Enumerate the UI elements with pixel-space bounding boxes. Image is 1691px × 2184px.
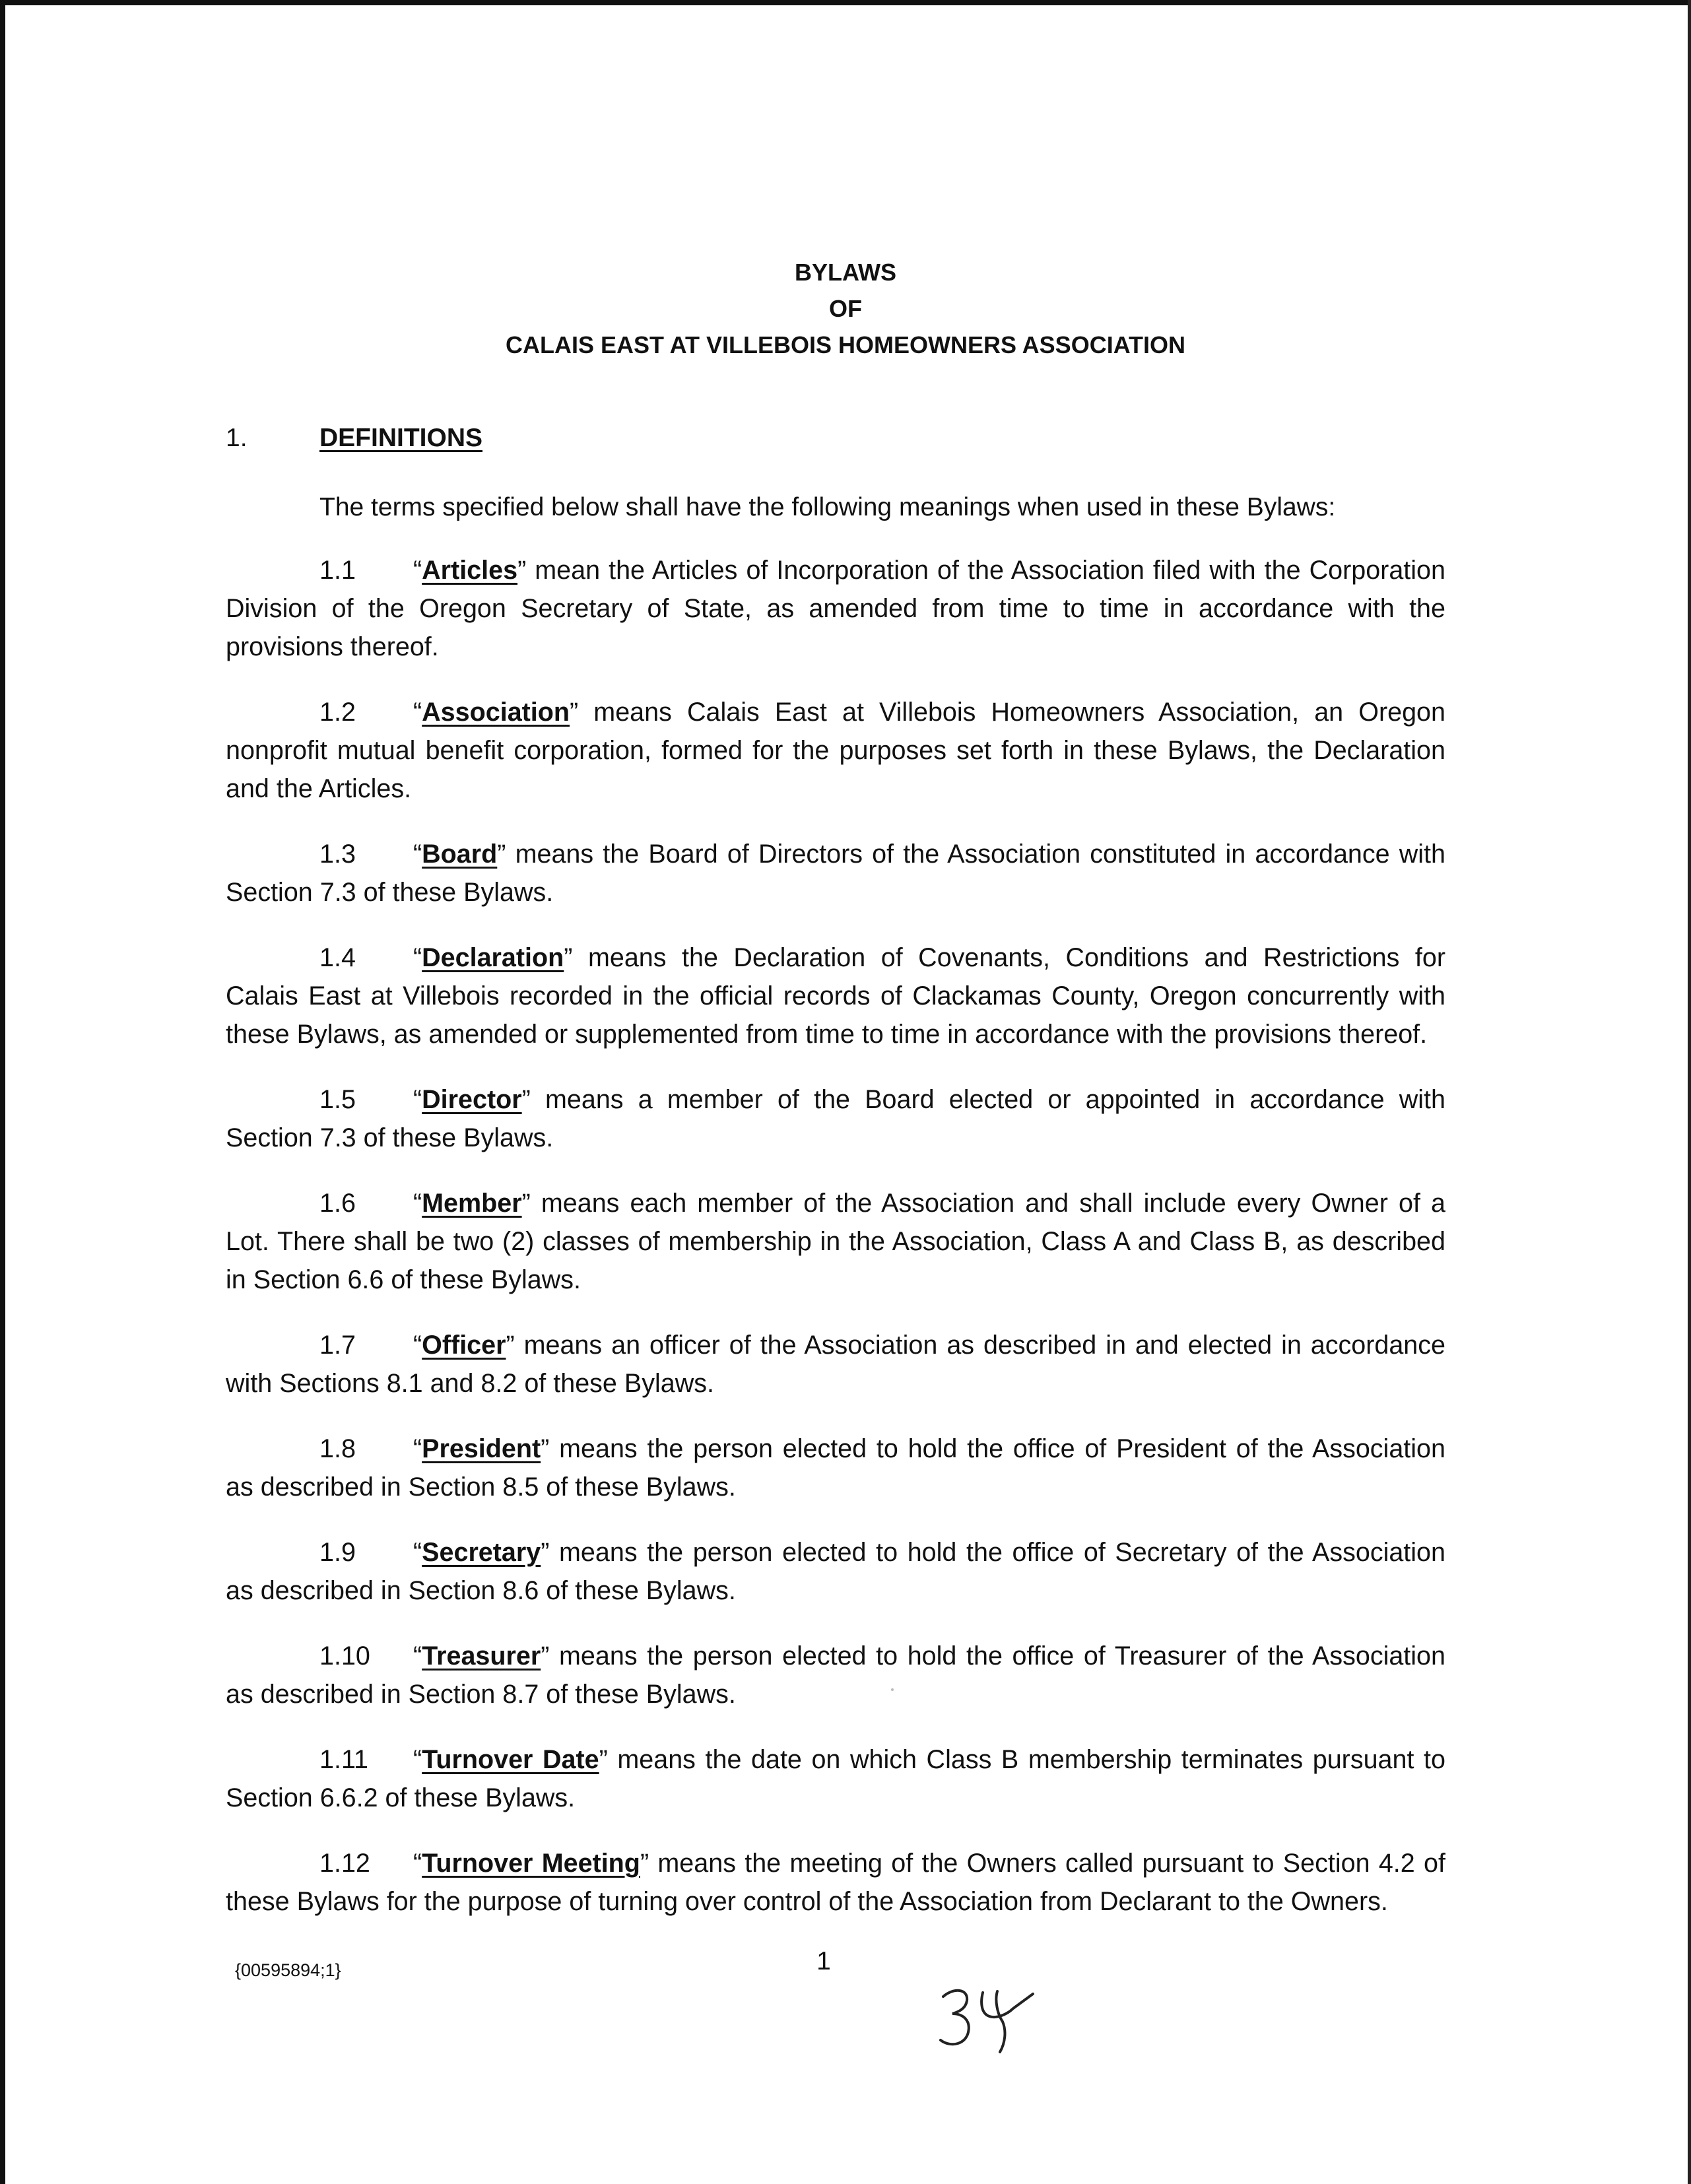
title-line-1: BYLAWS — [794, 259, 896, 286]
definition-text: ” means the date on which Class B membership terminates pursuant to Section 6.6.2 of these Bylaws. — [226, 1745, 1445, 1812]
definition-text: ” means a member of the Board elected or appointed in accordance with Section 7.3 of these Bylaws. — [226, 1085, 1445, 1152]
definition-text: ” means each member of the Association and shall include every Owner of a Lot. There shall be two (2) classes of membership in the Association, Class A and Class B, as described in Section 6.6 of these Bylaws. — [226, 1189, 1445, 1294]
definition-text: ” means the person elected to hold the office of Secretary of the Association as described in Section 8.6 of these Bylaws. — [226, 1538, 1445, 1605]
definition-number: 1.5 — [319, 1085, 356, 1114]
title-line-2: OF — [829, 295, 862, 322]
document-id: {00595894;1} — [235, 1960, 341, 1980]
intro-paragraph: The terms specified below shall have the following meanings when used in these Bylaws: — [319, 493, 1336, 521]
definition-number: 1.1 — [319, 556, 356, 585]
definition-term: Turnover Meeting — [422, 1849, 640, 1878]
definition-number: 1.8 — [319, 1434, 356, 1463]
definition-item: 1.1 “Articles” mean the Articles of Incorporation of the Association filed with the Corporation Division of the Oregon Secretary of State, as amended from time to time in accordance with the provisions thereof. — [226, 551, 1445, 666]
definition-term: Member — [422, 1189, 522, 1218]
definition-item: 1.2 “Association” means Calais East at Villebois Homeowners Association, an Oregon nonprofit mutual benefit corporation, formed for the purposes set forth in these Bylaws, the Declaration and the Articles. — [226, 693, 1445, 808]
definition-text: ” means the Board of Directors of the Association constituted in accordance with Section 7.3 of these Bylaws. — [226, 840, 1445, 907]
definition-term: Treasurer — [422, 1641, 541, 1671]
definition-term: Officer — [422, 1331, 506, 1360]
definition-item: 1.6 “Member” means each member of the Association and shall include every Owner of a Lot. There shall be two (2) classes of membership in the Association, Class A and Class B, as described in Section 6.6 of these Bylaws. — [226, 1184, 1445, 1299]
definition-term: Director — [422, 1085, 522, 1114]
definition-number: 1.9 — [319, 1538, 356, 1567]
scan-speck — [891, 1688, 894, 1691]
section-title: DEFINITIONS — [319, 424, 483, 452]
definition-number: 1.6 — [319, 1189, 356, 1218]
definition-number: 1.11 — [319, 1745, 368, 1774]
definition-term: Secretary — [422, 1538, 541, 1567]
definition-text: ” means the person elected to hold the office of Treasurer of the Association as described in Section 8.7 of these Bylaws. — [226, 1641, 1445, 1709]
definition-term: Association — [422, 698, 570, 727]
definition-text: ” mean the Articles of Incorporation of the Association filed with the Corporation Division of the Oregon Secretary of State, as amended from time to time in accordance with the provisions thereof. — [226, 556, 1445, 661]
definition-number: 1.3 — [319, 840, 356, 869]
definition-item: 1.7 “Officer” means an officer of the Association as described in and elected in accordance with Sections 8.1 and 8.2 of these Bylaws. — [226, 1326, 1445, 1403]
definition-term: Turnover Date — [422, 1745, 599, 1774]
definition-item: 1.4 “Declaration” means the Declaration of Covenants, Conditions and Restrictions for Calais East at Villebois recorded in the official records of Clackamas County, Oregon concurrently with these Bylaws, as amended or supplemented from time to time in accordance with the provisions thereof. — [226, 939, 1445, 1053]
document-title — [0, 254, 1691, 363]
definition-text: ” means the Declaration of Covenants, Conditions and Restrictions for Calais East at Villebois recorded in the official records of Clackamas County, Oregon concurrently with these Bylaws, as amended or supplemented from time to time in accordance with the provisions thereof. — [226, 943, 1445, 1049]
definition-text: ” means Calais East at Villebois Homeowners Association, an Oregon nonprofit mutual benefit corporation, formed for the purposes set forth in these Bylaws, the Declaration and the Articles. — [226, 698, 1445, 803]
section-number: 1. — [226, 424, 248, 452]
scan-border-top — [0, 0, 1691, 5]
title-line-3: CALAIS EAST AT VILLEBOIS HOMEOWNERS ASSOCIATION — [505, 331, 1186, 358]
definition-number: 1.12 — [319, 1849, 370, 1878]
handwritten-page-mark — [934, 1983, 1040, 2056]
definition-term: Articles — [422, 556, 518, 585]
definition-term: Board — [422, 840, 498, 869]
definition-text: ” means the person elected to hold the office of President of the Association as described in Section 8.5 of these Bylaws. — [226, 1434, 1445, 1502]
definition-term: President — [422, 1434, 541, 1463]
definition-number: 1.7 — [319, 1331, 356, 1360]
definition-item: 1.10 “Treasurer” means the person elected to hold the office of Treasurer of the Association as described in Section 8.7 of these Bylaws. — [226, 1637, 1445, 1713]
definition-text: ” means an officer of the Association as described in and elected in accordance with Sections 8.1 and 8.2 of these Bylaws. — [226, 1331, 1445, 1398]
definition-number: 1.2 — [319, 698, 356, 727]
definition-item: 1.5 “Director” means a member of the Board elected or appointed in accordance with Section 7.3 of these Bylaws. — [226, 1080, 1445, 1157]
definition-item: 1.12 “Turnover Meeting” means the meeting of the Owners called pursuant to Section 4.2 of these Bylaws for the purpose of turning over control of the Association from Declarant to the Owners. — [226, 1844, 1445, 1921]
section-heading — [226, 424, 482, 453]
definition-item: 1.3 “Board” means the Board of Directors of the Association constituted in accordance with Section 7.3 of these Bylaws. — [226, 835, 1445, 911]
page-number: 1 — [816, 1947, 831, 1975]
definition-item: 1.8 “President” means the person elected to hold the office of President of the Association as described in Section 8.5 of these Bylaws. — [226, 1430, 1445, 1506]
definitions-list — [226, 551, 1445, 1948]
definition-number: 1.4 — [319, 943, 356, 972]
definition-item: 1.9 “Secretary” means the person elected to hold the office of Secretary of the Association as described in Section 8.6 of these Bylaws. — [226, 1533, 1445, 1610]
definition-item: 1.11 “Turnover Date” means the date on which Class B membership terminates pursuant to Section 6.6.2 of these Bylaws. — [226, 1740, 1445, 1817]
definition-text: ” means the meeting of the Owners called pursuant to Section 4.2 of these Bylaws for the purpose of turning over control of the Association from Declarant to the Owners. — [226, 1849, 1445, 1916]
definition-term: Declaration — [422, 943, 564, 972]
definition-number: 1.10 — [319, 1641, 370, 1671]
